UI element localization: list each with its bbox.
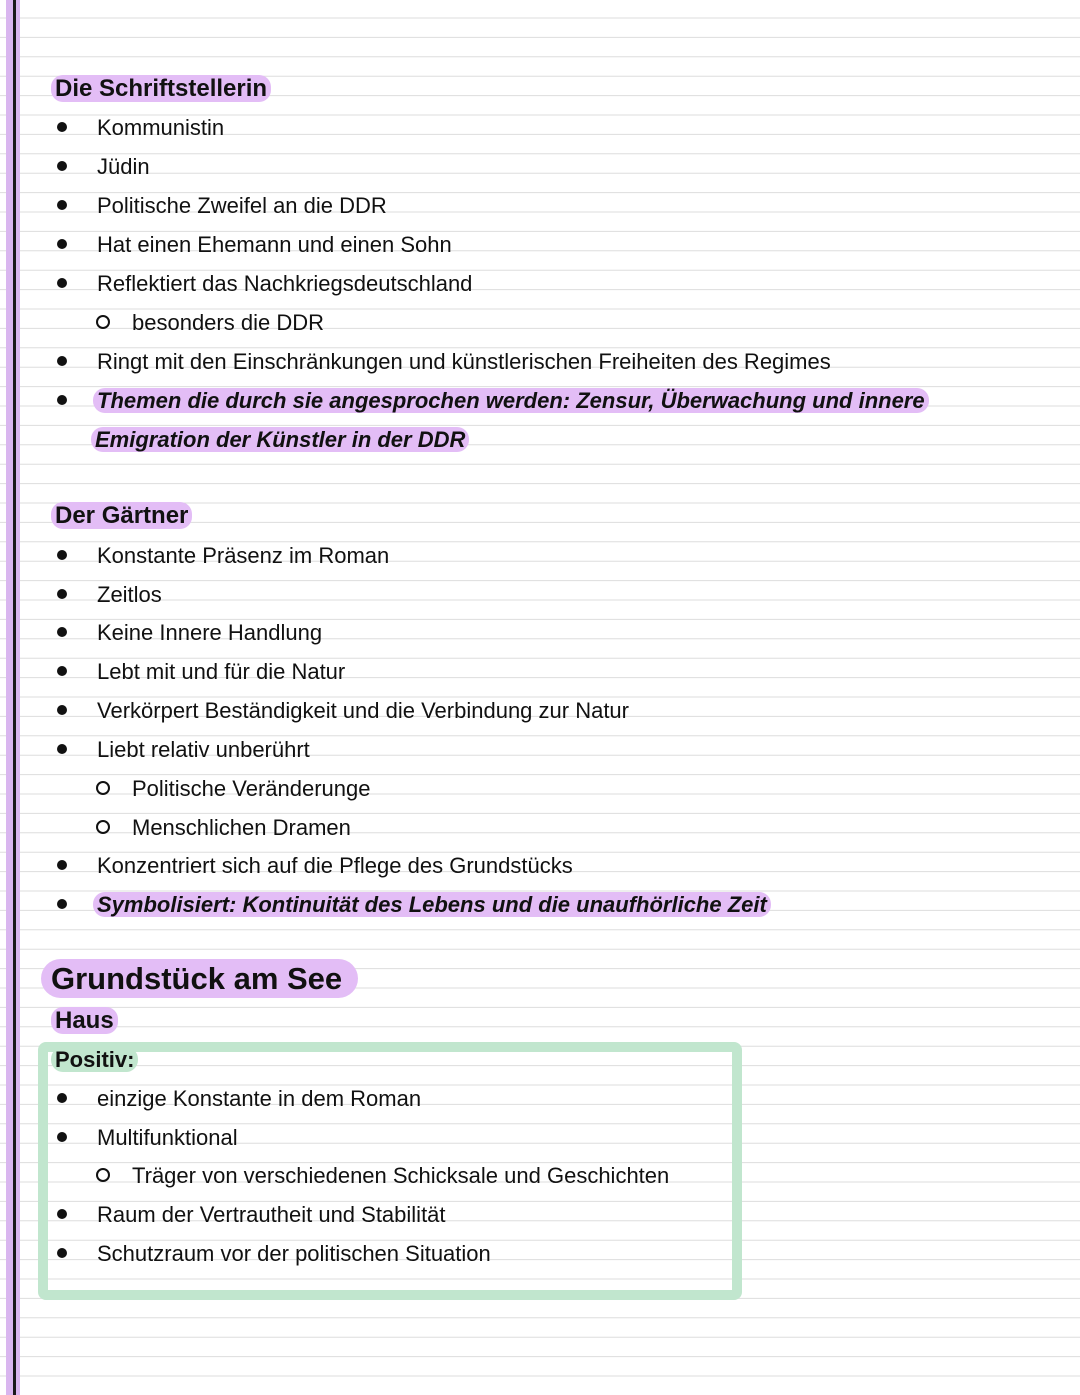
subsection-title-haus: Haus <box>55 1002 118 1040</box>
bullet-icon <box>57 161 67 171</box>
bullet-icon <box>57 1209 67 1219</box>
bullet-icon <box>57 278 67 288</box>
bullet-icon <box>57 200 67 210</box>
sub-list-item: Menschlichen Dramen <box>96 809 351 847</box>
bullet-icon <box>57 239 67 249</box>
section-title-grundstueck: Grundstück am See <box>45 958 358 1000</box>
bullet-icon <box>57 860 67 870</box>
circle-bullet-icon <box>96 1168 110 1182</box>
list-item: Ringt mit den Einschränkungen und künstlerischen Freiheiten des Regimes <box>55 343 831 381</box>
emphasis-item-continuation: Emigration der Künstler in der DDR <box>95 421 469 459</box>
list-item: Lebt mit und für die Natur <box>55 653 345 691</box>
emphasis-item: Symbolisiert: Kontinuität des Lebens und die unaufhörliche Zeit <box>55 886 771 924</box>
list-item: Liebt relativ unberührt <box>55 731 310 769</box>
circle-bullet-icon <box>96 820 110 834</box>
list-item: einzige Konstante in dem Roman <box>55 1080 421 1118</box>
list-item: Politische Zweifel an die DDR <box>55 187 387 225</box>
bullet-icon <box>57 395 67 405</box>
circle-bullet-icon <box>96 315 110 329</box>
list-item: Konzentriert sich auf die Pflege des Grundstücks <box>55 847 573 885</box>
list-item: Keine Innere Handlung <box>55 614 322 652</box>
list-item: Reflektiert das Nachkriegsdeutschland <box>55 265 472 303</box>
positive-label: Positiv: <box>55 1041 138 1079</box>
list-item: Konstante Präsenz im Roman <box>55 537 389 575</box>
margin-line <box>13 0 16 1395</box>
sub-list-item: Träger von verschiedenen Schicksale und Geschichten <box>96 1157 669 1195</box>
section-title-gaertner: Der Gärtner <box>55 497 192 535</box>
bullet-icon <box>57 627 67 637</box>
list-item: Multifunktional <box>55 1119 238 1157</box>
bullet-icon <box>57 666 67 676</box>
bullet-icon <box>57 550 67 560</box>
bullet-icon <box>57 705 67 715</box>
sub-list-item: Politische Veränderunge <box>96 770 371 808</box>
list-item: Zeitlos <box>55 576 162 614</box>
section-title-schriftstellerin: Die Schriftstellerin <box>55 70 271 108</box>
list-item: Verkörpert Beständigkeit und die Verbindung zur Natur <box>55 692 629 730</box>
bullet-icon <box>57 1248 67 1258</box>
bullet-icon <box>57 122 67 132</box>
bullet-icon <box>57 744 67 754</box>
bullet-icon <box>57 589 67 599</box>
sub-list-item: besonders die DDR <box>96 304 324 342</box>
bullet-icon <box>57 899 67 909</box>
bullet-icon <box>57 1132 67 1142</box>
list-item: Hat einen Ehemann und einen Sohn <box>55 226 452 264</box>
circle-bullet-icon <box>96 781 110 795</box>
list-item: Raum der Vertrautheit und Stabilität <box>55 1196 446 1234</box>
emphasis-item: Themen die durch sie angesprochen werden: Zensur, Überwachung und innere <box>55 382 929 420</box>
bullet-icon <box>57 1093 67 1103</box>
bullet-icon <box>57 356 67 366</box>
list-item: Schutzraum vor der politischen Situation <box>55 1235 491 1273</box>
list-item: Jüdin <box>55 148 150 186</box>
list-item: Kommunistin <box>55 109 224 147</box>
